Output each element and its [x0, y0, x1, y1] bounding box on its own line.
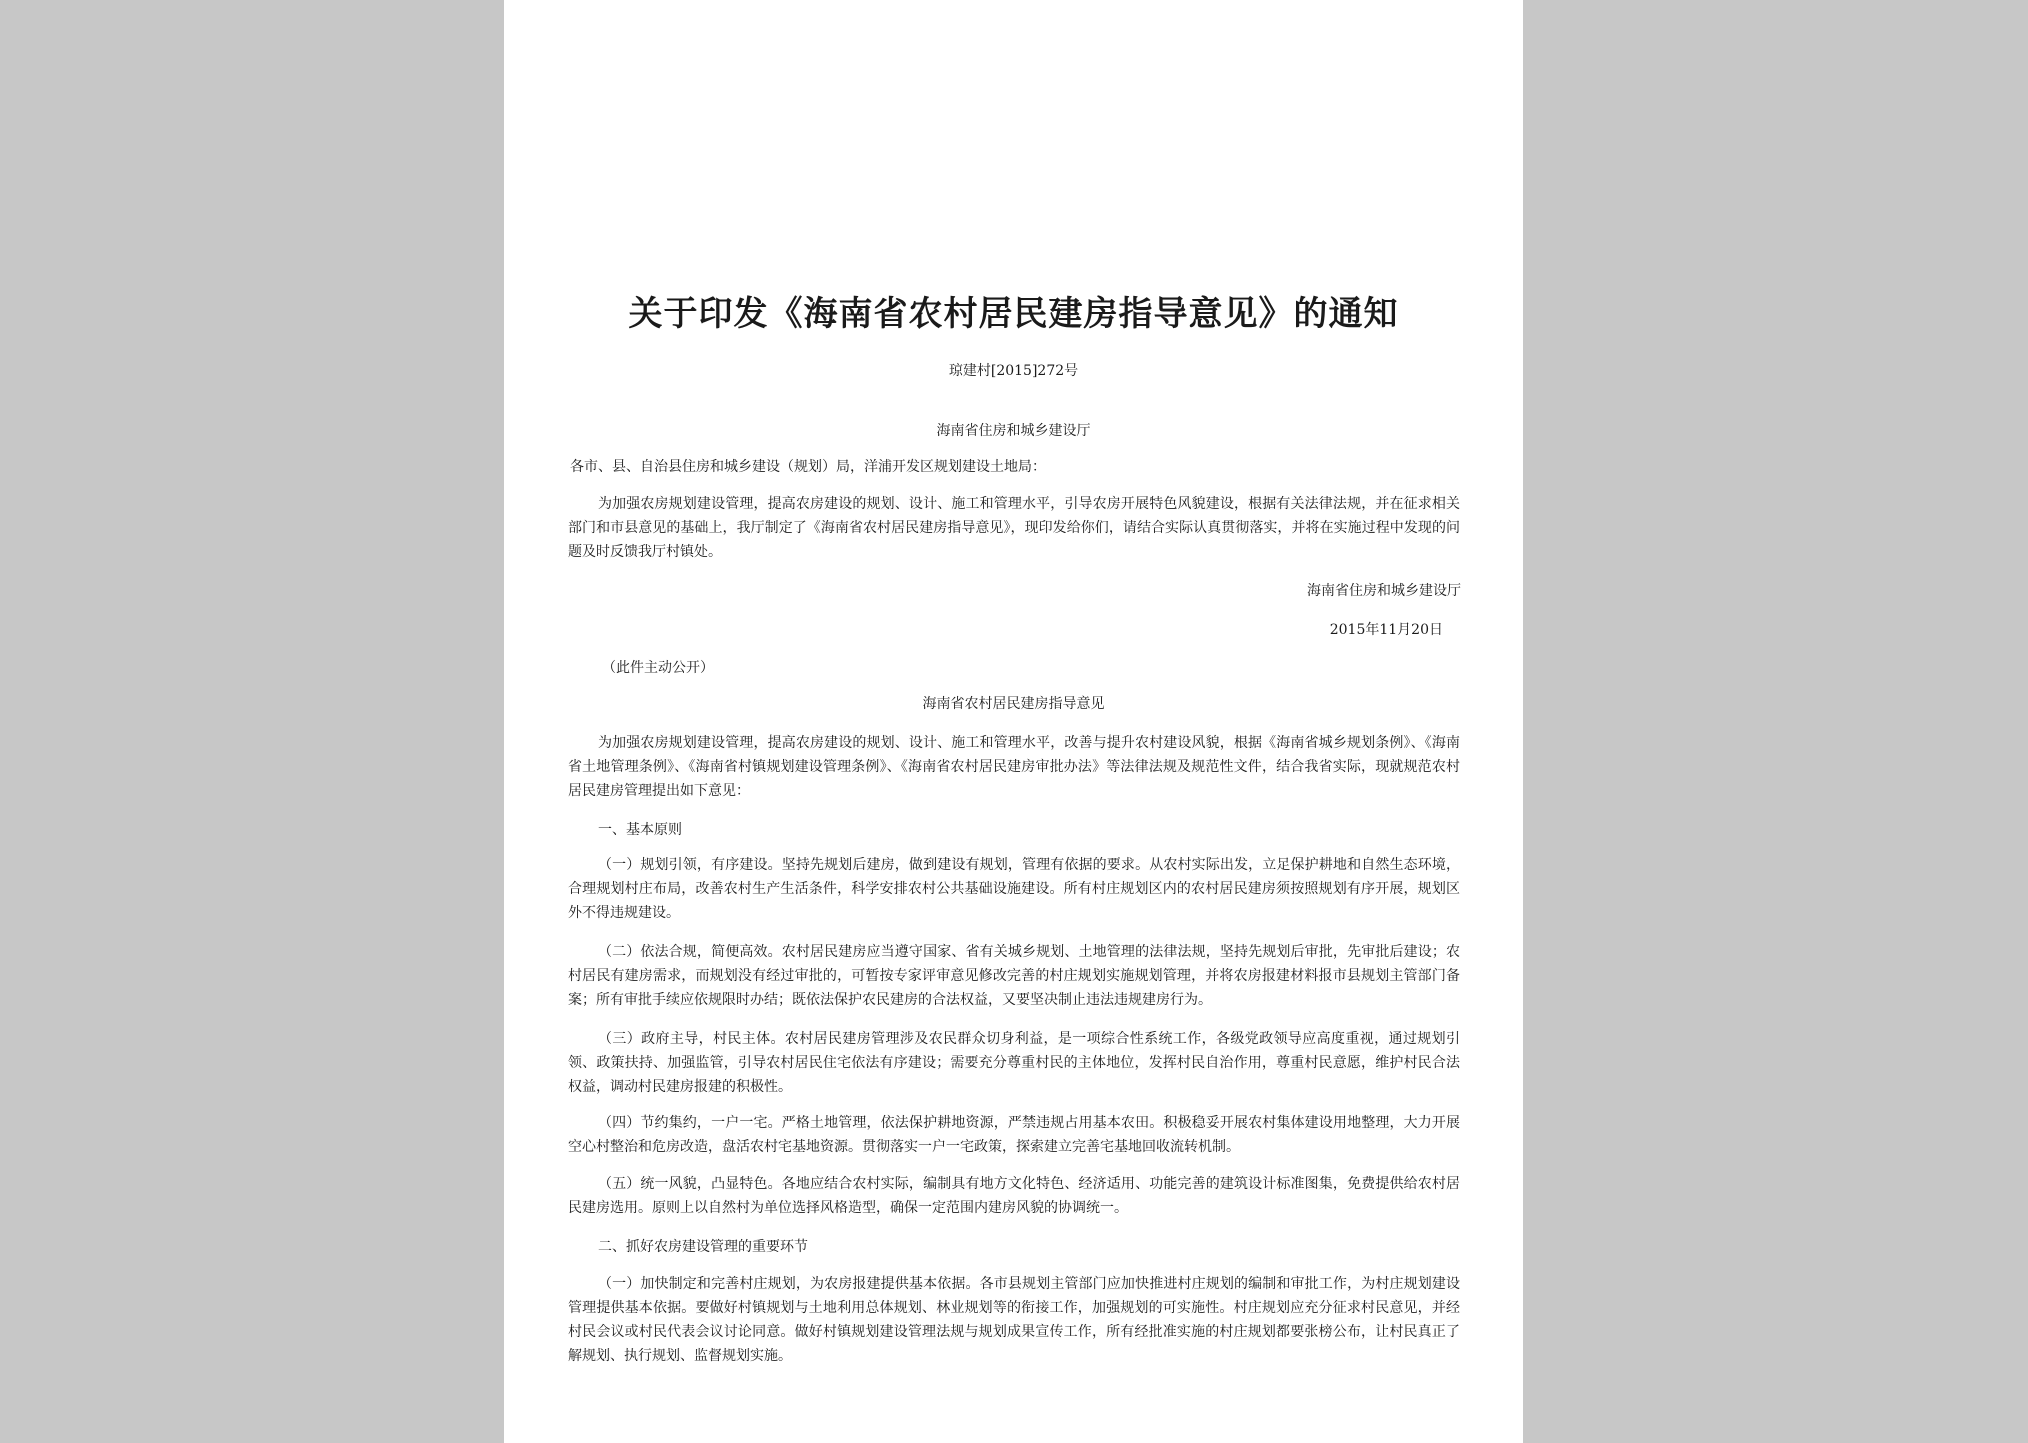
opinion-title: 海南省农村居民建房指导意见: [922, 696, 1105, 712]
principle-paragraph-5: （五）统一风貌，凸显特色。各地应结合农村实际，编制具有地方文化特色、经济适用、功能完善的建筑设计标准图集，免费提供给农村居民建房选用。原则上以自然村为单位选择风格造型，确保一定范围内建房风貌的协调统一。: [568, 1176, 1460, 1216]
document-title: 关于印发《海南省农村居民建房指导意见》的通知: [628, 294, 1399, 334]
recipients-line: 各市、县、自治县住房和城乡建设（规划）局，洋浦开发区规划建设土地局：: [570, 459, 1046, 475]
principle-paragraph-2: （二）依法合规，简便高效。农村居民建房应当遵守国家、省有关城乡规划、土地管理的法律法规，坚持先规划后审批，先审批后建设；农村居民有建房需求，而规划没有经过审批的，可暂按专家评审意见修改完善的村庄规划实施规划管理，并将农房报建材料报市县规划主管部门备案；所有审批手续应依规限时办结；既依法保护农民建房的合法权益，又要坚决制止违法违规建房行为。: [568, 944, 1460, 1008]
principle-paragraph-4: （四）节约集约，一户一宅。严格土地管理，依法保护耕地资源，严禁违规占用基本农田。积极稳妥开展农村集体建设用地整理，大力开展空心村整治和危房改造，盘活农村宅基地资源。贯彻落实一户一宅政策，探索建立完善宅基地回收流转机制。: [568, 1115, 1460, 1155]
opinion-intro-paragraph: 为加强农房规划建设管理，提高农房建设的规划、设计、施工和管理水平，改善与提升农村建设风貌，根据《海南省城乡规划条例》、《海南省土地管理条例》、《海南省村镇规划建设管理条例》、《海南省农村居民建房审批办法》等法律法规及规范性文件，结合我省实际，现就规范农村居民建房管理提出如下意见：: [568, 735, 1460, 799]
signature-date: 2015年11月20日: [1329, 622, 1443, 638]
public-note: （此件主动公开）: [602, 660, 714, 676]
section-heading-1: 一、基本原则: [598, 822, 682, 838]
issuer-name: 海南省住房和城乡建设厅: [936, 423, 1091, 439]
section-heading-2: 二、抓好农房建设管理的重要环节: [598, 1239, 808, 1255]
signature-org: 海南省住房和城乡建设厅: [1307, 583, 1461, 599]
document-number: 琼建村[2015]272号: [948, 363, 1079, 379]
key-step-paragraph-1: （一）加快制定和完善村庄规划，为农房报建提供基本依据。各市县规划主管部门应加快推进村庄规划的编制和审批工作，为村庄规划建设管理提供基本依据。要做好村镇规划与土地利用总体规划、林业规划等的衔接工作，加强规划的可实施性。村庄规划应充分征求村民意见，并经村民会议或村民代表会议讨论同意。做好村镇规划建设管理法规与规划成果宣传工作，所有经批准实施的村庄规划都要张榜公布，让村民真正了解规划、执行规划、监督规划实施。: [568, 1276, 1460, 1364]
principle-paragraph-3: （三）政府主导，村民主体。农村居民建房管理涉及农民群众切身利益，是一项综合性系统工作，各级党政领导应高度重视，通过规划引领、政策扶持、加强监管，引导农村居民住宅依法有序建设；需要充分尊重村民的主体地位，发挥村民自治作用，尊重村民意愿，维护村民合法权益，调动村民建房报建的积极性。: [568, 1031, 1460, 1095]
document-page: [504, 0, 1523, 1443]
intro-paragraph: 为加强农房规划建设管理，提高农房建设的规划、设计、施工和管理水平，引导农房开展特色风貌建设，根据有关法律法规，并在征求相关部门和市县意见的基础上，我厅制定了《海南省农村居民建房指导意见》，现印发给你们，请结合实际认真贯彻落实，并将在实施过程中发现的问题及时反馈我厅村镇处。: [568, 496, 1460, 560]
principle-paragraph-1: （一）规划引领，有序建设。坚持先规划后建房，做到建设有规划，管理有依据的要求。从农村实际出发，立足保护耕地和自然生态环境，合理规划村庄布局，改善农村生产生活条件，科学安排农村公共基础设施建设。所有村庄规划区内的农村居民建房须按照规划有序开展，规划区外不得违规建设。: [568, 857, 1460, 921]
